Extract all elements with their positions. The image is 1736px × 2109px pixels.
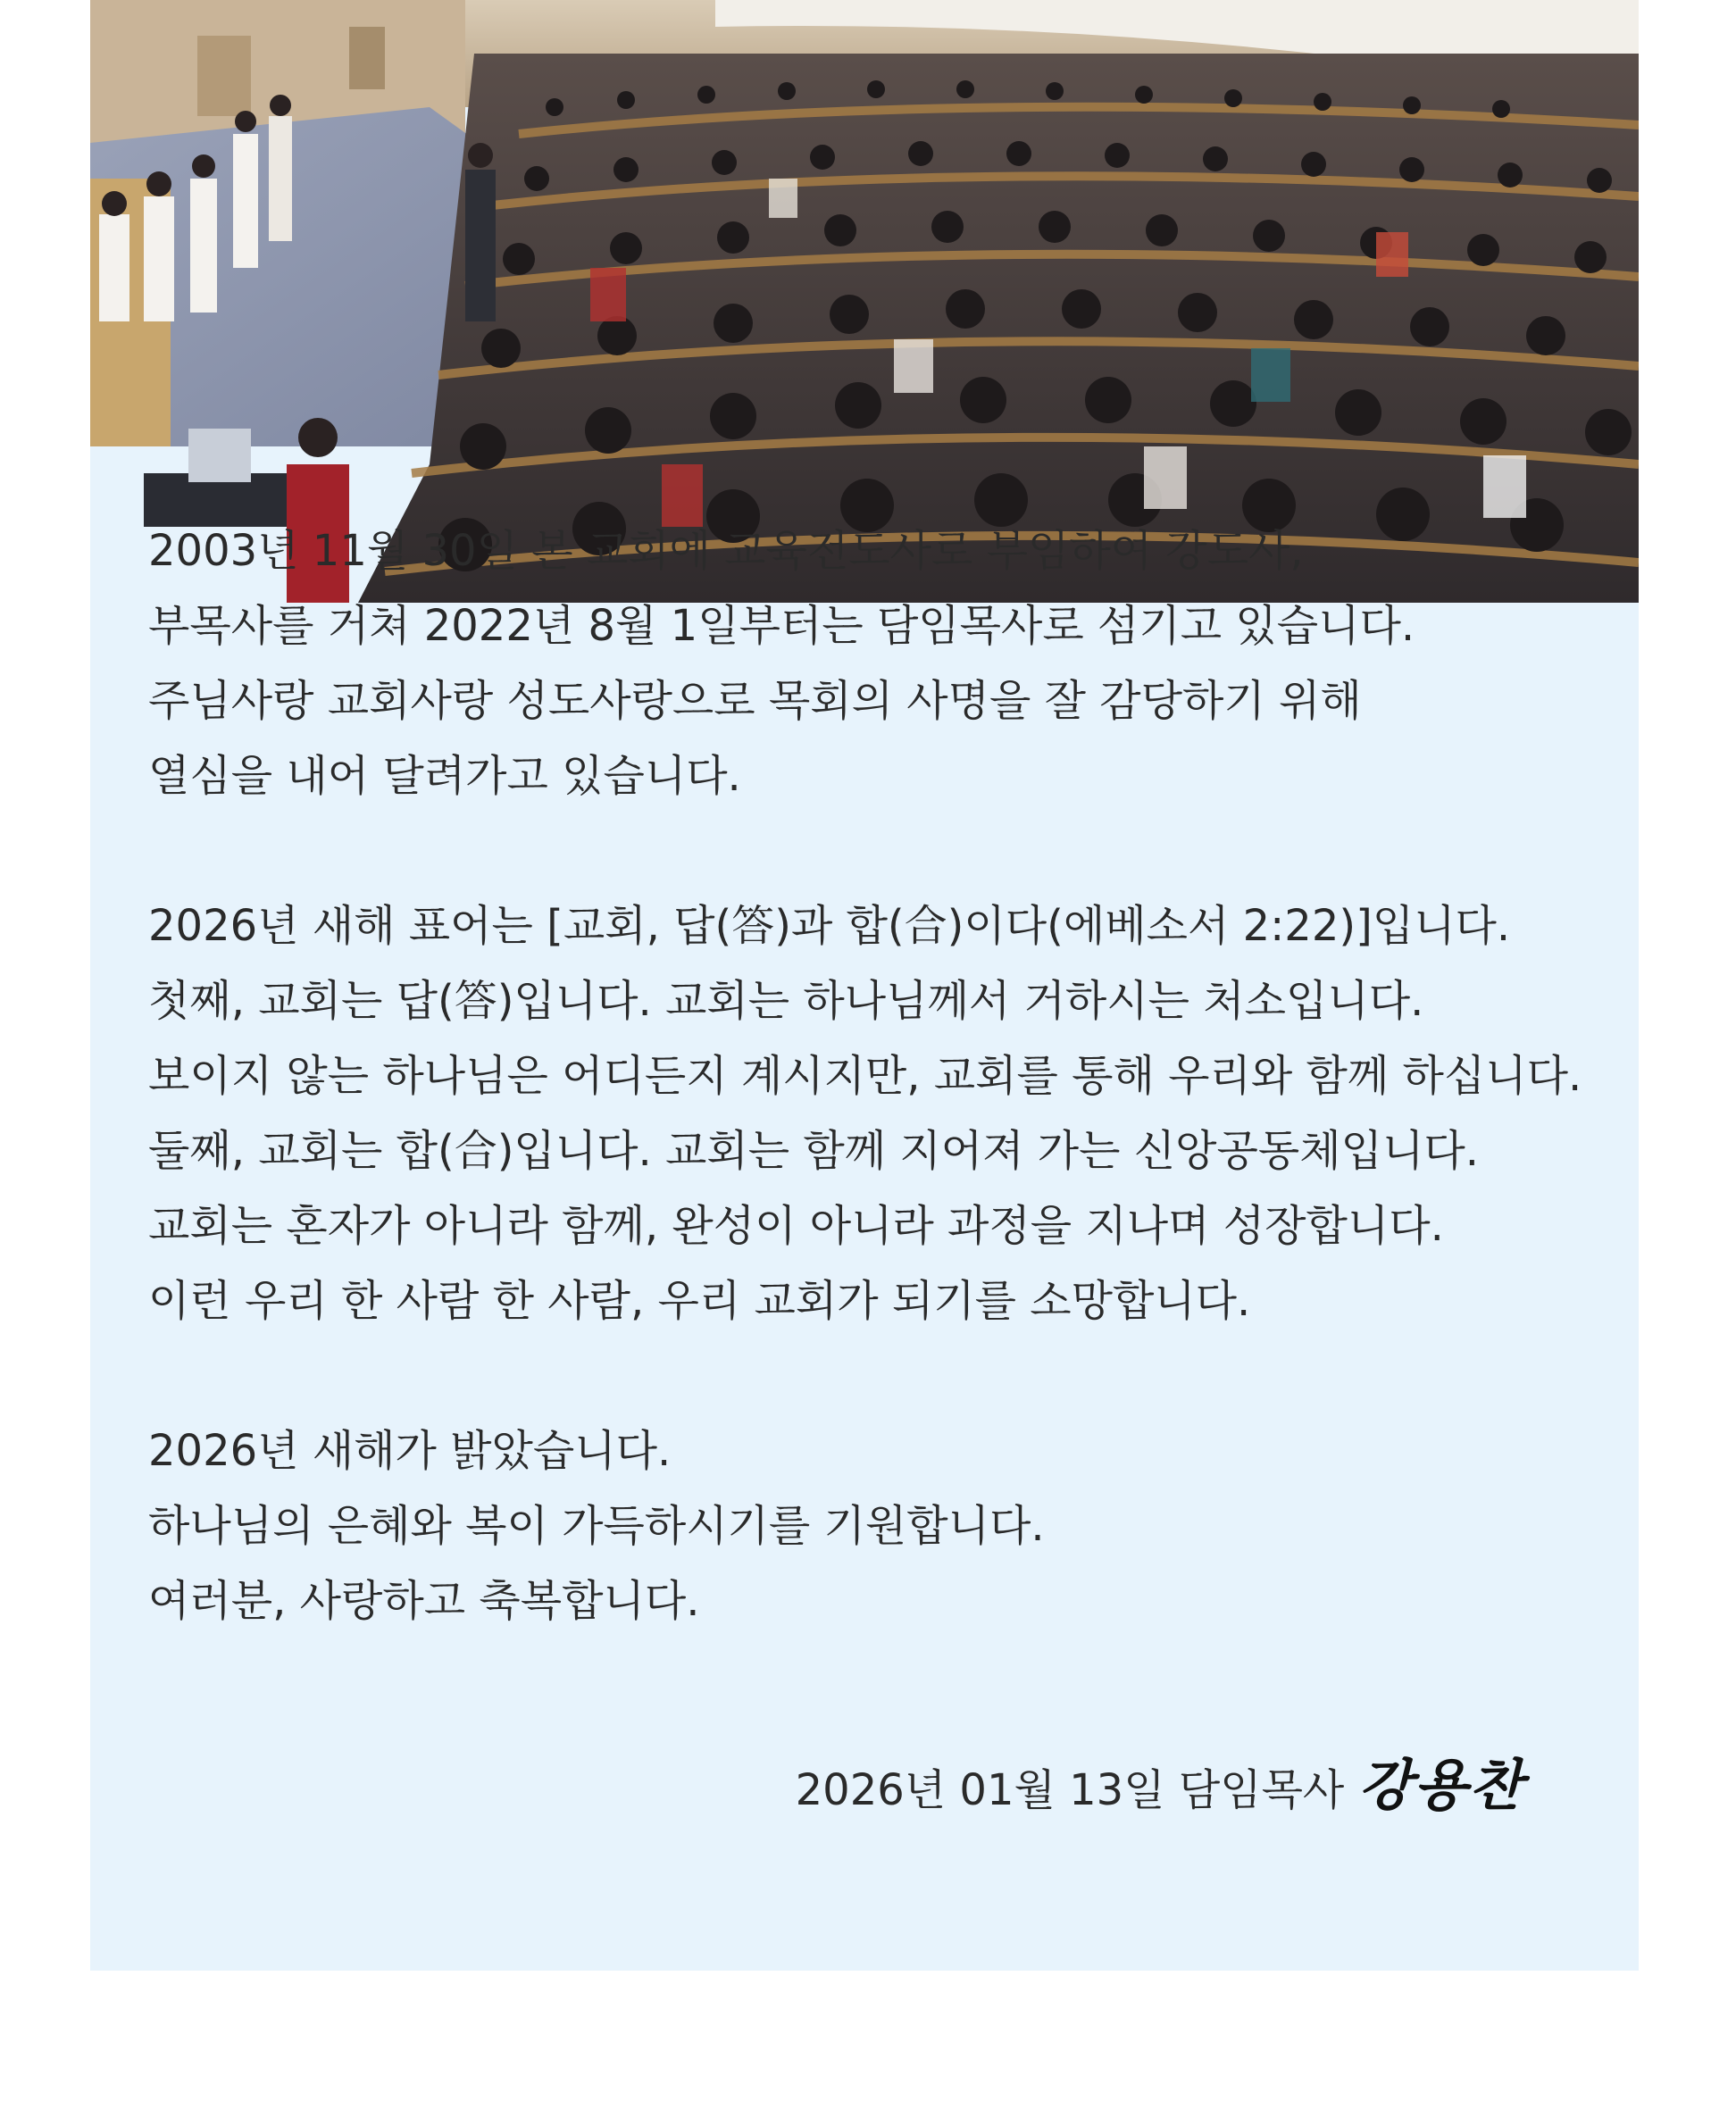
letter-line: 하나님의 은혜와 복이 가득하시기를 기원합니다. (148, 1501, 1045, 1551)
signature-date-title: 2026년 01월 13일 담임목사 (795, 1765, 1345, 1815)
letter-line: 보이지 않는 하나님은 어디든지 계시지만, 교회를 통해 우리와 함께 하십니다. (148, 1051, 1582, 1101)
letter-paragraph (148, 1413, 1595, 1638)
signature-line (796, 1748, 1524, 1828)
letter-line: 2026년 새해 표어는 [교회, 답(答)과 합(合)이다(에베소서 2:22)]입니다. (148, 901, 1511, 951)
letter-paragraph (148, 513, 1595, 813)
letter-line: 2026년 새해가 밝았습니다. (148, 1426, 672, 1476)
letter-line: 주님사랑 교회사랑 성도사랑으로 목회의 사명을 잘 감당하기 위해 (148, 676, 1362, 726)
letter-card (90, 0, 1639, 1971)
letter-line: 열심을 내어 달려가고 있습니다. (148, 751, 741, 801)
letter-line: 여러분, 사랑하고 축복합니다. (148, 1576, 700, 1626)
letter-paragraph (148, 888, 1595, 1338)
letter-line: 교회는 혼자가 아니라 함께, 완성이 아니라 과정을 지나며 성장합니다. (148, 1201, 1444, 1251)
letter-line: 2003년 11월 30일 본 교회에 교육전도사로 부임하여 강도사, (148, 526, 1304, 576)
congregation-photo (90, 0, 1639, 603)
letter-line: 첫째, 교회는 답(答)입니다. 교회는 하나님께서 거하시는 처소입니다. (148, 976, 1424, 1026)
letter-line: 둘째, 교회는 합(合)입니다. 교회는 함께 지어져 가는 신앙공동체입니다. (148, 1126, 1479, 1176)
signature-name: 강용찬 (1358, 1753, 1524, 1818)
letter-body (148, 513, 1595, 1713)
letter-line: 이런 우리 한 사람 한 사람, 우리 교회가 되기를 소망합니다. (148, 1276, 1251, 1326)
letter-line: 부목사를 거쳐 2022년 8월 1일부터는 담임목사로 섬기고 있습니다. (148, 601, 1415, 651)
